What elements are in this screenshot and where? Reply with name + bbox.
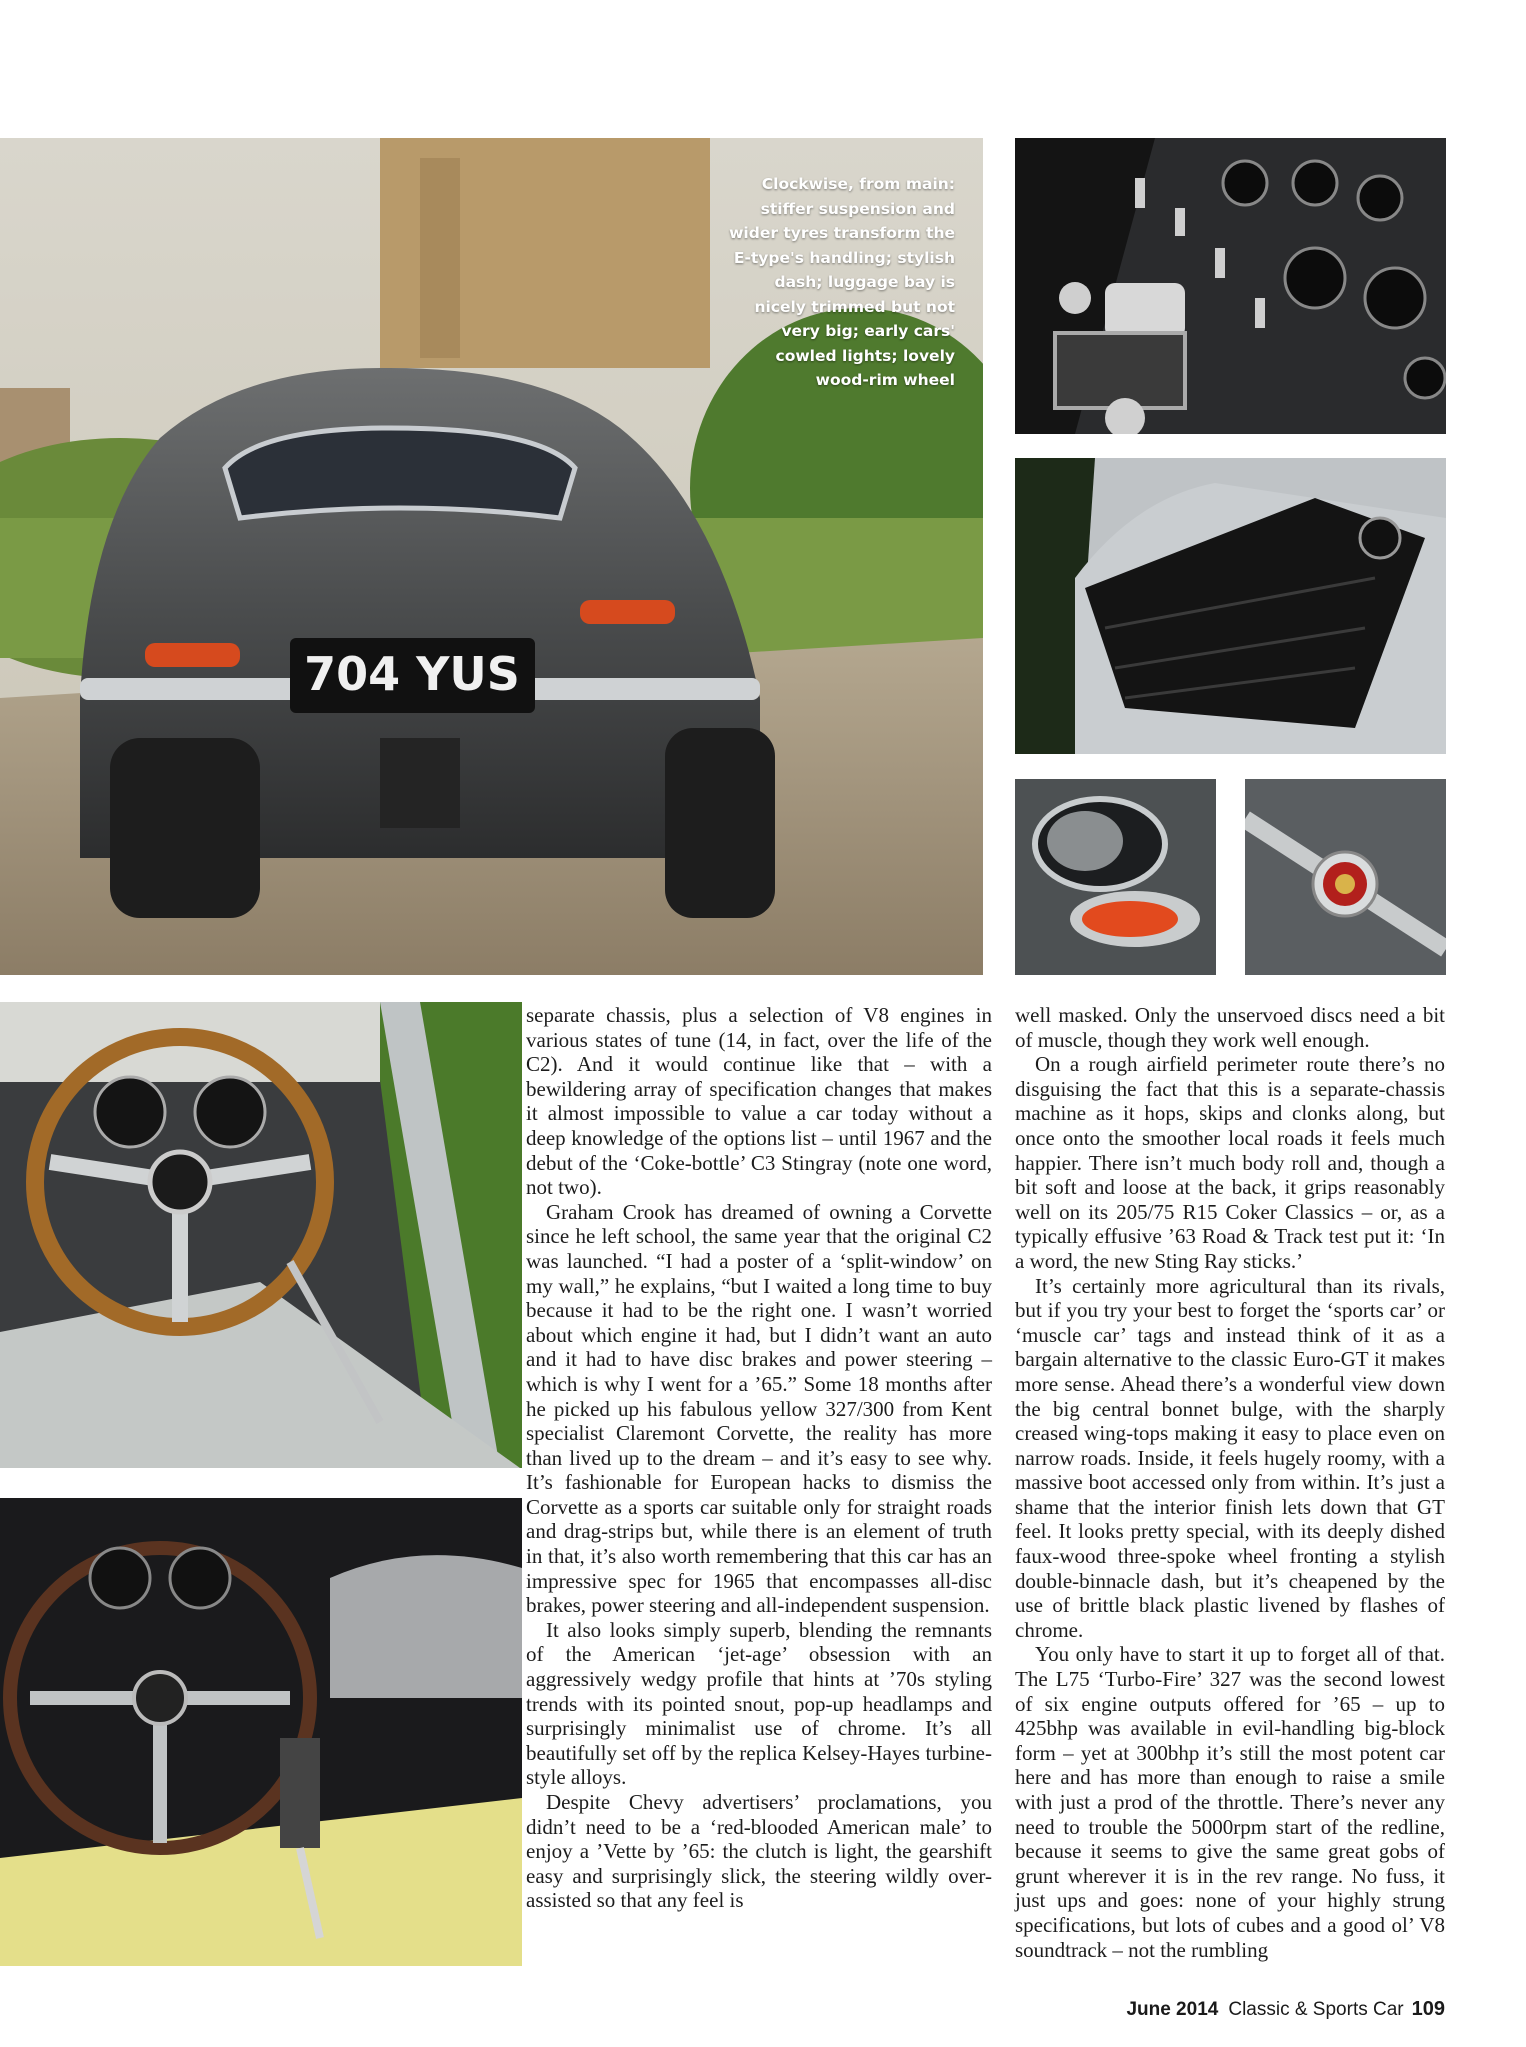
photo-etype-luggage-bay	[1015, 458, 1446, 754]
paragraph: separate chassis, plus a selection of V8 engines in various states of tune (14, in fact, over the life of the C2). And it would continue like that – with a bewildering array of specification changes that makes it almost impossible to value a car today without a deep knowledge of the options list – until 1967 and the debut of the ‘Coke-bottle’ C3 Stingray (note one word, not two).	[526, 1003, 992, 1200]
paragraph: It also looks simply superb, blending the remnants of the American ‘jet-age’ obsession with an aggressively wedgy profile that hints at ’70s styling trends with its pointed snout, pop-up headlamps and surprisingly minimalist use of chrome. It’s all beautifully set off by the replica Kelsey-Hayes turbine-style alloys.	[526, 1617, 992, 1790]
article-column-1	[526, 1003, 992, 1913]
paragraph: On a rough airfield perimeter route there’s no disguising the fact that this is a separate-chassis machine as it hops, skips and clonks along, but once onto the smoother local roads it feels much happier. There isn’t much body roll and, though a bit soft and loose at the back, it grips reasonably well on its 205/75 R15 Coker Classics – or, as a typically effusive ’63 Road & Track test put it: ‘In a word, the new Sting Ray sticks.’	[1015, 1052, 1445, 1273]
photo-jaguar-badge	[1245, 779, 1446, 975]
page-number: 109	[1411, 1998, 1445, 2020]
photo-etype-cowled-light	[1015, 779, 1216, 975]
photo-etype-wood-rim-wheel	[0, 1002, 522, 1468]
photo-etype-dash	[1015, 138, 1446, 434]
license-plate: 704 YUS	[304, 647, 520, 701]
paragraph: It’s certainly more agricultural than its rivals, but if you try your best to forget the ‘sports car’ or ‘muscle car’ tags and instead think of it as a bargain alternative to the classic Euro-GT it makes more sense. Ahead there’s a wonderful view down the big central bonnet bulge, with the sharply creased wing-tops making it easy to place even on narrow roads. Inside, it feels hugely roomy, with a massive boot accessed only from within. It’s just a shame that the interior finish lets down that GT feel. It looks pretty special, with its deeply dished faux-wood three-spoke wheel fronting a stylish double-binnacle dash, but it’s cheapened by the use of brittle black plastic livened by flashes of chrome.	[1015, 1273, 1445, 1642]
paragraph: Despite Chevy advertisers’ proclamations, you didn’t need to be a ‘red-blooded American male’ to enjoy a ’Vette by ’65: the clutch is light, the gearshift easy and surprisingly slick, the steering wildly over-assisted so that any feel is	[526, 1790, 992, 1913]
article-column-2	[1015, 1003, 1445, 1962]
photo-caption: Clockwise, from main: stiffer suspension and wider tyres transform the E-type's handling; stylish dash; luggage bay is nicely trimmed but not very big; early cars' cowled lights; lovely wood-rim wheel	[729, 175, 955, 389]
paragraph: You only have to start it up to forget all of that. The L75 ‘Turbo-Fire’ 327 was the second lowest of six engine outputs offered for ’65 – up to 425bhp was available in evil-handling big-block form – yet at 300bhp it’s still the most potent car here and has more than enough to raise a smile with just a prod of the throttle. There’s never any need to trouble the 5000rpm start of the redline, because it seems to give the same great gobs of grunt wherever it is in the rev range. No fuss, it just ups and goes: none of your highly strung specifications, but lots of cubes and a good ol’ V8 soundtrack – not the rumbling	[1015, 1642, 1445, 1962]
issue-date: June 2014	[1126, 1999, 1219, 2020]
page-footer	[1126, 1998, 1445, 2021]
paragraph: Graham Crook has dreamed of owning a Corvette since he left school, the same year that the original C2 was launched. “I had a poster of a ‘split-window’ on my wall,” he explains, “but I waited a long time to buy because it had to be the right one. I wasn’t worried about which engine it had, but I didn’t want an auto and it had to have disc brakes and power steering – which is why I went for a ’65.” Some 18 months after he picked up his fabulous yellow 327/300 from Kent specialist Claremont Corvette, the reality has more than lived up to the dream – and it’s easy to see why. It’s fashionable for European hacks to dismiss the Corvette as a sports car suitable only for straight roads and drag-strips but, while there is an element of truth in that, it’s also worth remembering that this car has an impressive spec for 1965 that encompasses all-disc brakes, power steering and all-independent suspension.	[526, 1199, 992, 1618]
magazine-name: Classic & Sports Car	[1228, 1999, 1404, 2020]
paragraph: well masked. Only the unservoed discs need a bit of muscle, though they work well enough.	[1015, 1003, 1445, 1052]
photo-corvette-interior	[0, 1498, 522, 1966]
